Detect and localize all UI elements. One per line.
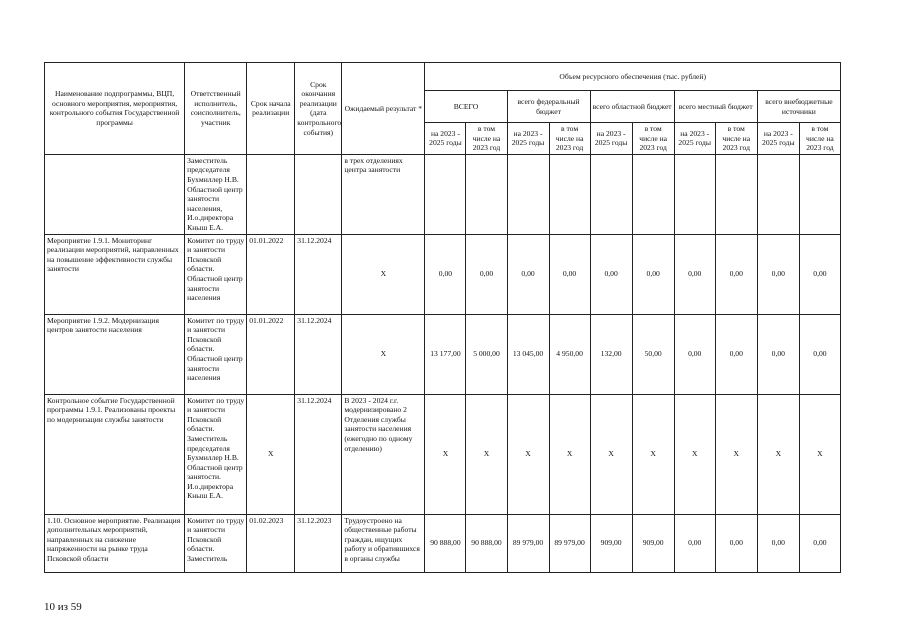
row-value: 4 950,00 [549,314,590,394]
page-number: 10 из 59 [44,601,82,613]
row-start: 01.01.2022 [247,314,295,394]
row-value: 13 045,00 [507,314,549,394]
row-value: 89 979,00 [507,514,549,572]
row-name: Мероприятие 1.9.1. Мониторинг реализации мероприятий, направленных на повышение эффективности службы занятости [45,234,185,314]
subheader-year: в том числе на 2023 год [799,123,840,155]
row-value: Х [632,394,674,514]
row-value: Х [590,394,632,514]
subheader-total: на 2023 - 2025 годы [425,123,466,155]
row-value: 0,00 [590,234,632,314]
row-value: 90 888,00 [425,514,466,572]
row-value: 0,00 [757,234,799,314]
subheader-year: в том числе на 2023 год [632,123,674,155]
row-result: Х [342,314,425,394]
row-value: 909,00 [590,514,632,572]
row-result: Трудоустроено на общественные работы граждан, ищущих работу и обратившихся в органы службы [342,514,425,572]
row-start: Х [247,394,295,514]
row-value: Х [549,394,590,514]
row-end: 31.12.2024 [295,394,342,514]
row-value: 13 177,00 [425,314,466,394]
row-value: 0,00 [715,314,757,394]
subheader-year: в том числе на 2023 год [715,123,757,155]
subheader-total: на 2023 - 2025 годы [757,123,799,155]
row-value: Х [425,394,466,514]
row-value: 0,00 [507,234,549,314]
table-row [45,154,841,234]
row-value [425,154,466,234]
row-value: 0,00 [466,234,507,314]
row-start: 01.02.2023 [247,514,295,572]
row-value: 0,00 [674,514,715,572]
row-value: 0,00 [674,314,715,394]
row-value [466,154,507,234]
row-end: 31.12.2024 [295,234,342,314]
subheader-total: на 2023 - 2025 годы [507,123,549,155]
row-value: Х [715,394,757,514]
row-name [45,154,185,234]
header-group-extrabudget: всего внебюджетные источники [757,91,840,123]
header-resources: Объем ресурсного обеспечения (тыс. рублей) [425,63,841,91]
header-name: Наименование подпрограммы, ВЦП, основного мероприятия, мероприятия, контрольного события Государственной программы [45,63,185,155]
table-row [45,514,841,572]
row-value: 0,00 [799,234,840,314]
row-end: 31.12.2023 [295,514,342,572]
header-group-local: всего местный бюджет [674,91,757,123]
row-responsible: Комитет по труду и занятости Псковской области. Областной центр занятости населения [185,314,247,394]
row-value: 5 000,00 [466,314,507,394]
header-group-regional: всего областной бюджет [590,91,674,123]
row-value: 0,00 [549,234,590,314]
row-name: 1.10. Основное мероприятие. Реализация дополнительных мероприятий, направленных на снижение напряженности на рынке труда Псковской области [45,514,185,572]
resource-table [44,62,841,573]
row-name: Мероприятие 1.9.2. Модернизация центров занятости населения [45,314,185,394]
row-value [590,154,632,234]
row-result: Х [342,234,425,314]
row-value: 90 888,00 [466,514,507,572]
row-value: Х [757,394,799,514]
row-value: 0,00 [425,234,466,314]
row-result: В 2023 - 2024 г.г. модернизировано 2 Отделения службы занятости населения (ежегодно по одному отделению) [342,394,425,514]
table-row [45,234,841,314]
row-value [757,154,799,234]
row-value: 132,00 [590,314,632,394]
row-value: 89 979,00 [549,514,590,572]
row-value: 0,00 [757,314,799,394]
row-start: 01.01.2022 [247,234,295,314]
row-value: Х [466,394,507,514]
header-group-total: ВСЕГО [425,91,507,123]
subheader-year: в том числе на 2023 год [466,123,507,155]
row-responsible: Комитет по труду и занятости Псковской области. Заместитель [185,514,247,572]
row-value [799,154,840,234]
row-value: 0,00 [799,514,840,572]
row-responsible: Комитет по труду и занятости Псковской области. Областной центр занятости населения [185,234,247,314]
row-responsible: Заместитель председателя Бухмиллер Н.В. Областной центр занятости населения, И.о.директора Кныш Е.А. [185,154,247,234]
row-value: 50,00 [632,314,674,394]
row-value: 0,00 [799,314,840,394]
header-responsible: Ответственный исполнитель, соисполнитель, участник [185,63,247,155]
row-value [715,154,757,234]
subheader-year: в том числе на 2023 год [549,123,590,155]
table-row [45,394,841,514]
row-value: 0,00 [632,234,674,314]
row-value: Х [674,394,715,514]
row-value: 0,00 [757,514,799,572]
subheader-total: на 2023 - 2025 годы [674,123,715,155]
row-responsible: Комитет по труду и занятости Псковской области. Заместитель председателя Бухмиллер Н.В. Областной центр занятости. И.о.директора Кныш Е.А. [185,394,247,514]
row-value [674,154,715,234]
row-value: 0,00 [674,234,715,314]
row-value: 0,00 [715,514,757,572]
header-group-federal: всего федеральный бюджет [507,91,590,123]
row-result: в трех отделениях центра занятости [342,154,425,234]
header-end: Срок окончания реализации (дата контрольного события) [295,63,342,155]
row-value [549,154,590,234]
row-end: 31.12.2024 [295,314,342,394]
row-start [247,154,295,234]
subheader-total: на 2023 - 2025 годы [590,123,632,155]
header-start: Срок начала реализации [247,63,295,155]
row-value: Х [507,394,549,514]
row-value: Х [799,394,840,514]
header-result: Ожидаемый результат * [342,63,425,155]
row-name: Контрольное событие Государственной программы 1.9.1. Реализованы проекты по модернизации службы занятости [45,394,185,514]
row-value: 909,00 [632,514,674,572]
row-end [295,154,342,234]
row-value [507,154,549,234]
row-value [632,154,674,234]
table-row [45,314,841,394]
row-value: 0,00 [715,234,757,314]
